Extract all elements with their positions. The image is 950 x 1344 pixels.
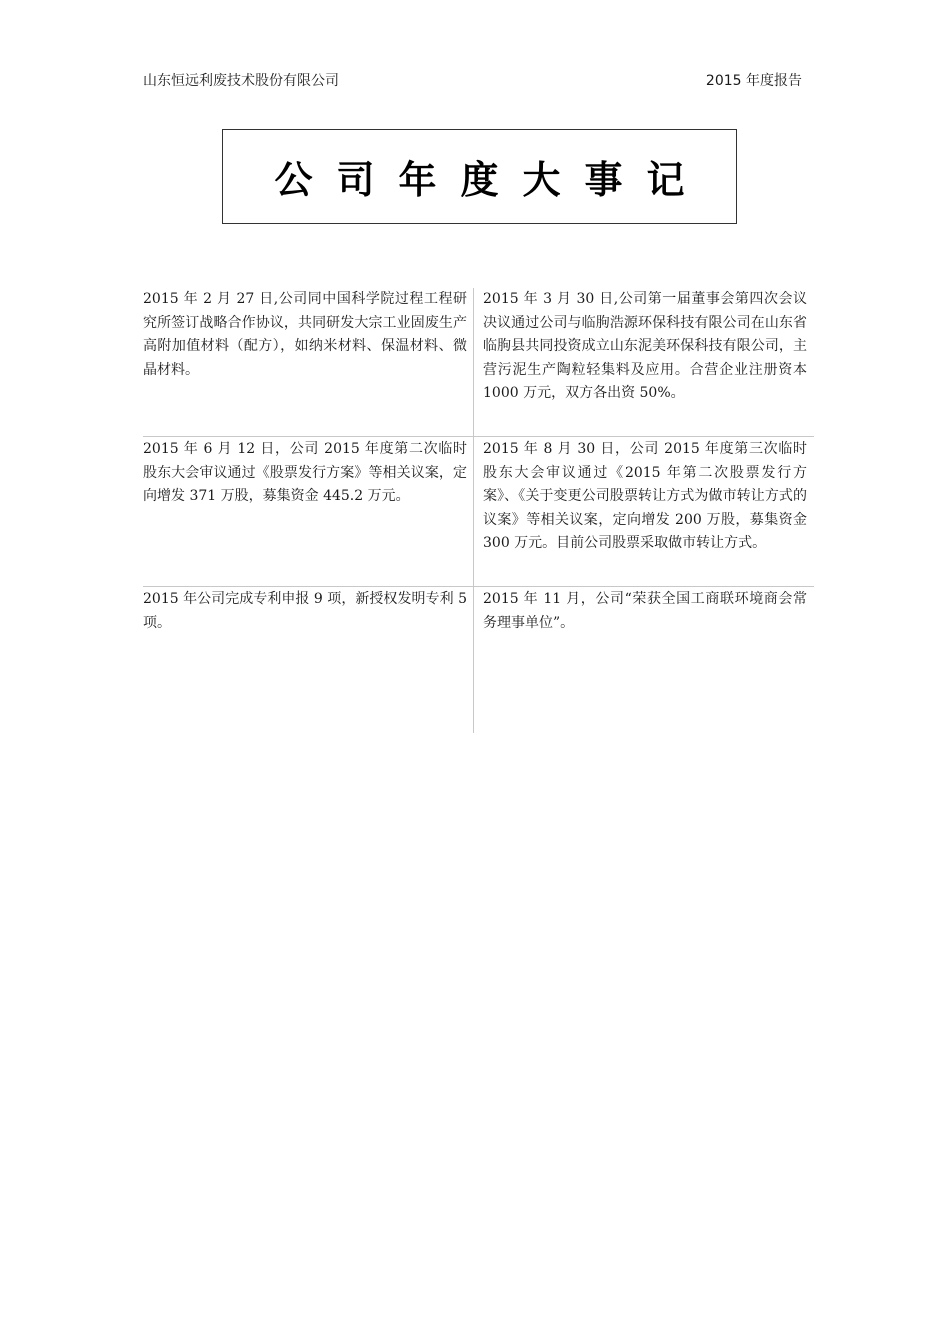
- page-title: 公司年度大事记: [274, 158, 709, 202]
- event-item: 2015 年公司完成专利申报 9 项，新授权发明专利 5 项。: [143, 591, 467, 631]
- header-report-title: 2015 年度报告: [705, 73, 802, 89]
- title-box: [222, 129, 737, 224]
- column-divider: [473, 288, 474, 733]
- header-company-name: 山东恒远利废技术股份有限公司: [143, 73, 339, 89]
- event-item: 2015 年 11 月，公司“荣获全国工商联环境商会常务理事单位”。: [483, 591, 807, 631]
- event-item: 2015 年 2 月 27 日,公司同中国科学院过程工程研究所签订战略合作协议，共同研发大宗工业固废生产高附加值材料（配方），如纳米材料、保温材料、微晶材料。: [143, 291, 467, 378]
- row-divider: [143, 586, 814, 587]
- events-table: [135, 288, 814, 733]
- event-item: 2015 年 8 月 30 日，公司 2015 年度第三次临时股东大会审议通过《2015 年第二次股票发行方案》、《关于变更公司股票转让方式为做市转让方式的议案》等相关议案，定向增发 200 万股，募集资金 300 万元。目前公司股票采取做市转让方式。: [483, 441, 807, 551]
- row-divider: [143, 436, 814, 437]
- event-item: 2015 年 6 月 12 日，公司 2015 年度第二次临时股东大会审议通过《股票发行方案》等相关议案，定向增发 371 万股，募集资金 445.2 万元。: [143, 441, 467, 504]
- event-item: 2015 年 3 月 30 日,公司第一届董事会第四次会议决议通过公司与临朐浩源环保科技有限公司在山东省临朐县共同投资成立山东泥美环保科技有限公司，主营污泥生产陶粒轻集料及应用。合营企业注册资本 1000 万元，双方各出资 50%。: [483, 291, 807, 401]
